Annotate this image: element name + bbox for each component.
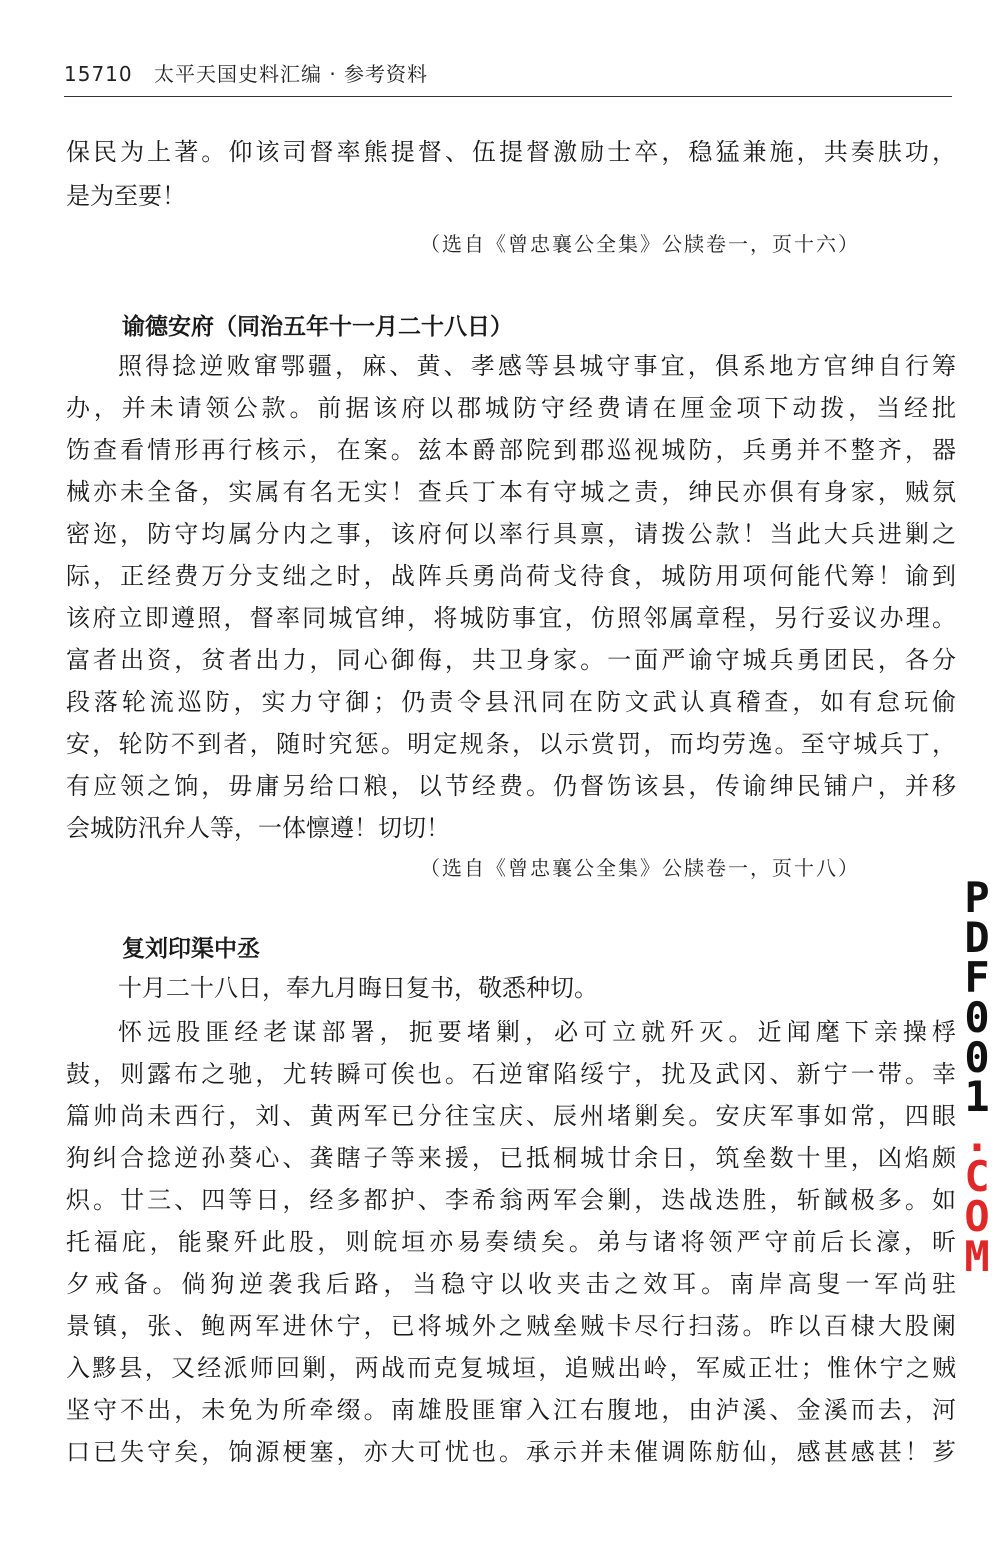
watermark-char: C [964,1152,990,1202]
header-rule [64,96,952,97]
text-line: 鼓，则露布之驰，尤转瞬可俟也。石逆窜陷绥宁，扰及武冈、新宁一带。幸 [66,1060,956,1088]
text-line: 托福庇，能聚歼此股，则皖垣亦易奏绩矣。弟与诸将领严守前后长濠，昕 [66,1228,956,1256]
source-citation: （选自《曾忠襄公全集》公牍卷一，页十六） [420,232,860,256]
text-line: 景镇，张、鲍两军进休宁，已将城外之贼垒贼卡尽行扫荡。昨以百棣大股阑 [66,1312,956,1340]
book-title: 太平天国史料汇编 · 参考资料 [153,62,429,86]
watermark-text-dark [955,873,999,1122]
text-line: 该府立即遵照，督率同城官绅，将城防事宜，仿照邻属章程，另行妥议办理。 [66,604,956,632]
watermark-char: 0 [964,992,990,1042]
text-line: 十月二十八日，奉九月晦日复书，敬悉种切。 [118,974,598,1002]
text-line: 饬查看情形再行核示，在案。兹本爵部院到郡巡视城防，兵勇并不整齐，器 [66,436,956,464]
text-line: 富者出资，贫者出力，同心御侮，共卫身家。一面严谕守城兵勇团民，各分 [66,646,956,674]
text-line: 办，并未请领公款。前据该府以郡城防守经费请在厘金项下动拨，当经批 [66,394,956,422]
watermark-char: F [964,952,990,1002]
watermark-text-accent [955,1112,999,1282]
page-number: 15710 [64,62,133,86]
text-line: 狗纠合捻逆孙葵心、龚瞎子等来援，已抵桐城廿余日，筑垒数十里，凶焰颇 [66,1144,956,1172]
section-heading: 复刘印渠中丞 [122,936,260,962]
watermark-char: P [964,873,990,922]
text-line: 会城防汛弁人等，一体懔遵！切切！ [66,814,450,842]
text-line: 是为至要！ [66,182,186,210]
text-line: 炽。廿三、四等日，经多都护、李希翁两军会剿，迭战迭胜，斩馘极多。如 [66,1186,956,1214]
text-line: 安，轮防不到者，随时究惩。明定规条，以示赏罚，而均劳逸。至守城兵丁， [66,730,956,758]
text-line: 有应领之饷，毋庸另给口粮，以节经费。仍督饬该县，传谕绅民铺户，并移 [66,772,956,800]
text-line: 际，正经费万分支绌之时，战阵兵勇尚荷戈待食，城防用项何能代筹！谕到 [66,562,956,590]
text-line: 密迩，防守均属分内之事，该府何以率行具禀，请拨公款！当此大兵进剿之 [66,520,956,548]
text-line: 入黟县，又经派师回剿，两战而克复城垣，追贼出岭，军威正壮；惟休宁之贼 [66,1354,956,1382]
watermark-logo [955,873,999,1282]
text-line: 怀远股匪经老谋部署，扼要堵剿，必可立就歼灭。近闻麾下亲操桴 [118,1018,956,1046]
text-line: 械亦未全备，实属有名无实！查兵丁本有守城之责，绅民亦俱有身家，贼氛 [66,478,956,506]
text-line: 照得捻逆败窜鄂疆，麻、黄、孝感等县城守事宜，俱系地方官绅自行筹 [118,352,956,380]
watermark-char: . [964,1112,990,1162]
source-citation: （选自《曾忠襄公全集》公牍卷一，页十八） [420,856,860,880]
text-line: 段落轮流巡防，实力守御；仍责令县汛同在防文武认真稽查，如有怠玩偷 [66,688,956,716]
text-line: 口已失守矣，饷源梗塞，亦大可忧也。承示并未催调陈舫仙，感甚感甚！芗 [66,1438,956,1466]
watermark-char: M [964,1232,990,1282]
section-heading: 谕德安府（同治五年十一月二十八日） [122,314,513,340]
page-header [64,58,950,87]
text-line: 坚守不出，未免为所牵缀。南雄股匪窜入江右腹地，由泸溪、金溪而去，河 [66,1396,956,1424]
text-line: 篇帅尚未西行，刘、黄两军已分往宝庆、辰州堵剿矣。安庆军事如常，四眼 [66,1102,956,1130]
watermark-char: D [964,912,990,962]
text-line: 夕戒备。倘狗逆袭我后路，当稳守以收夹击之效耳。南岸高叟一军尚驻 [66,1270,956,1298]
text-line: 保民为上著。仰该司督率熊提督、伍提督激励士卒，稳猛兼施，共奏肤功， [66,138,956,166]
watermark-char: O [964,1192,990,1242]
watermark-char: 0 [964,1032,990,1082]
watermark-char: 1 [964,1072,990,1122]
